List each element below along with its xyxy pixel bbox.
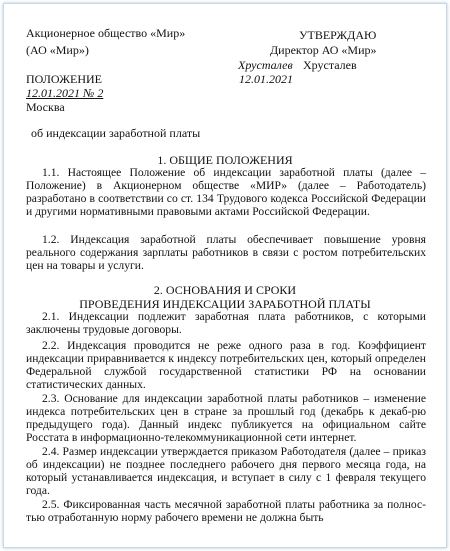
doc-number: 2 <box>97 86 104 100</box>
org-name-full: Акционерное общество «Мир» <box>26 26 186 40</box>
doc-type: ПОЛОЖЕНИЕ <box>26 72 102 86</box>
paragraph-2-3: 2.3. Основание для индексации заработной платы работников – изменение индекса потребительских цен в стране за прошлый год (декабрь к декаб-рю предыдущего года). Данный индекс публикуется на официальном сайте Росстата в информационно-телекоммуникационной сети интернет. <box>26 392 426 444</box>
approve-date: 12.01.2021 <box>239 72 293 86</box>
paragraph-2-4: 2.4. Размер индексации утверждается приказом Работодателя (далее – приказ об индексации) не позднее последнего рабочего дня первого месяца года, на который устанавливается индексация, и вступает в силу с 1 февраля текущего года. <box>26 445 426 497</box>
approve-position: Директор АО «Мир» <box>270 43 377 57</box>
paragraph-2-5: 2.5. Фиксированная часть месячной заработной платы работника за полнос-тью отработанную норму рабочего времени не должна быть <box>26 498 426 524</box>
approve-title: УТВЕРЖДАЮ <box>299 28 377 42</box>
section-2-title-line-2: ПРОВЕДЕНИЯ ИНДЕКСАЦИИ ЗАРАБОТНОЙ ПЛАТЫ <box>79 297 371 311</box>
org-name-short: (АО «Мир») <box>26 43 89 57</box>
paragraph-2-1: 2.1. Индексации подлежит заработная плата работников, с которыми заключены трудовые договоры. <box>26 310 426 336</box>
doc-city: Москва <box>26 100 65 114</box>
document-page <box>3 3 447 548</box>
doc-number-prefix: № <box>83 86 95 100</box>
doc-subject: об индексации заработной платы <box>31 126 201 140</box>
signer-name: Хрусталев <box>303 58 357 72</box>
paragraph-1-2: 1.2. Индексация заработной платы обеспечивает повышение уровня реального содержания зарплаты работников в связи с ростом потребительских цен на товары и услуги. <box>26 233 426 272</box>
doc-date-number <box>26 87 103 100</box>
paragraph-2-2: 2.2. Индексация проводится не реже одного раза в год. Коэффициент индексации приравнивается к индексу потребительских цен, который определен Федеральной службой государственной статистики РФ на основании статистических данных. <box>26 339 426 391</box>
section-1-title: 1. ОБЩИЕ ПОЛОЖЕНИЯ <box>157 153 293 167</box>
doc-date: 12.01.2021 <box>26 86 80 100</box>
section-2-title-line-1: 2. ОСНОВАНИЯ И СРОКИ <box>153 283 297 297</box>
signature: Хрусталев <box>238 58 293 72</box>
paragraph-1-1: 1.1. Настоящее Положение об индексации заработной платы (далее – Положение) в Акционерном обществе «МИР» (далее – Работодатель) разработано в соответствии со ст. 134 Трудового кодекса Российской Федерации и другими нормативными правовыми актами Российской Федерации. <box>26 166 426 218</box>
